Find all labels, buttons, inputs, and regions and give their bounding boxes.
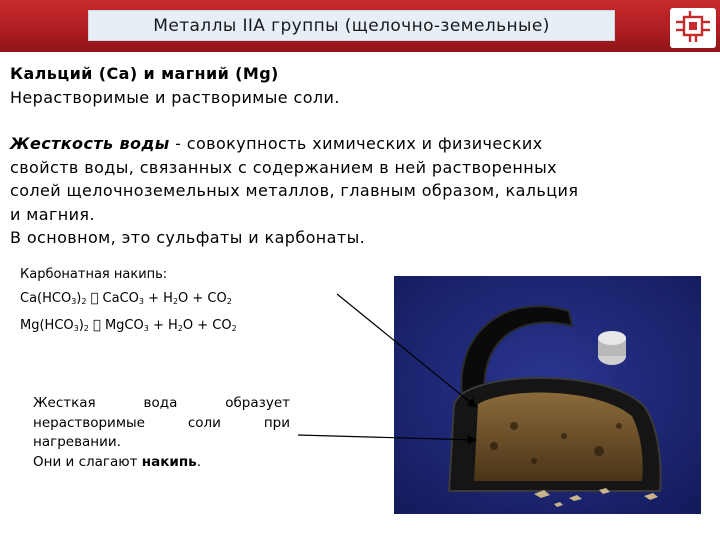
hard-water-scale-line	[33, 453, 290, 473]
scale-formulas	[20, 263, 340, 341]
hardness-def-line2: свойств воды, связанных с содержанием в ней растворенных	[10, 157, 558, 177]
intro-subheading: Нерастворимые и растворимые соли.	[10, 87, 340, 107]
spacer	[10, 109, 700, 132]
network-logo-icon	[670, 8, 716, 48]
scale-title: Карбонатная накипь:	[20, 267, 168, 282]
scale-line-pre: Они и слагают	[33, 453, 142, 470]
eq2-part: )	[78, 318, 84, 333]
intro-heading: Кальций (Са) и магний (Mg)	[10, 64, 279, 83]
slide-title: Металлы IIA группы (щелочно-земельные)	[88, 10, 615, 41]
scale-line-post: .	[196, 453, 202, 470]
reaction-arrow-icon	[88, 318, 94, 333]
equation-magnesium	[20, 314, 340, 341]
eq1-part: Ca(HCO	[20, 291, 72, 306]
reaction-arrow-icon	[86, 291, 91, 306]
hard-water-text: Жесткая вода образует нерастворимые соли при нагревании.	[33, 395, 290, 450]
hardness-term: Жесткость воды	[10, 134, 170, 153]
eq1-sub: 3	[126, 297, 133, 306]
eq1-sub: 3	[71, 297, 77, 306]
eq2-part: Mg(HCO	[20, 318, 74, 333]
eq2-part: + H	[136, 318, 166, 333]
eq1-sub: 2	[161, 297, 167, 306]
main-text	[10, 62, 700, 250]
eq2-sub: 3	[73, 324, 79, 333]
eq1-sub: 2	[81, 297, 87, 306]
scale-word: накипь	[141, 453, 197, 470]
eq1-sub: 2	[214, 297, 220, 306]
eq1-part: )	[76, 291, 82, 306]
hardness-def-line4: и магния.	[10, 204, 95, 224]
eq1-part: O + CO	[166, 291, 215, 306]
eq2-sub: 3	[131, 324, 137, 333]
eq1-part: + H	[132, 291, 161, 306]
hardness-definition	[10, 132, 700, 156]
eq2-sub: 2	[165, 324, 171, 333]
hardness-def-line1: - совокупность химических и физических	[169, 134, 543, 153]
eq2-sub: 2	[219, 324, 225, 333]
hardness-def-line5: В основном, это сульфаты и карбонаты.	[10, 228, 366, 247]
eq1-part: CaCO	[90, 291, 127, 306]
eq2-sub: 2	[83, 324, 89, 333]
eq2-part: MgCO	[93, 318, 132, 333]
kettle-with-scale-photo	[394, 276, 701, 514]
eq2-part: O + CO	[170, 318, 220, 333]
equation-calcium	[20, 287, 340, 314]
hardness-def-line3: солей щелочноземельных металлов, главным образом, кальция	[10, 181, 579, 200]
hard-water-note	[33, 394, 290, 472]
